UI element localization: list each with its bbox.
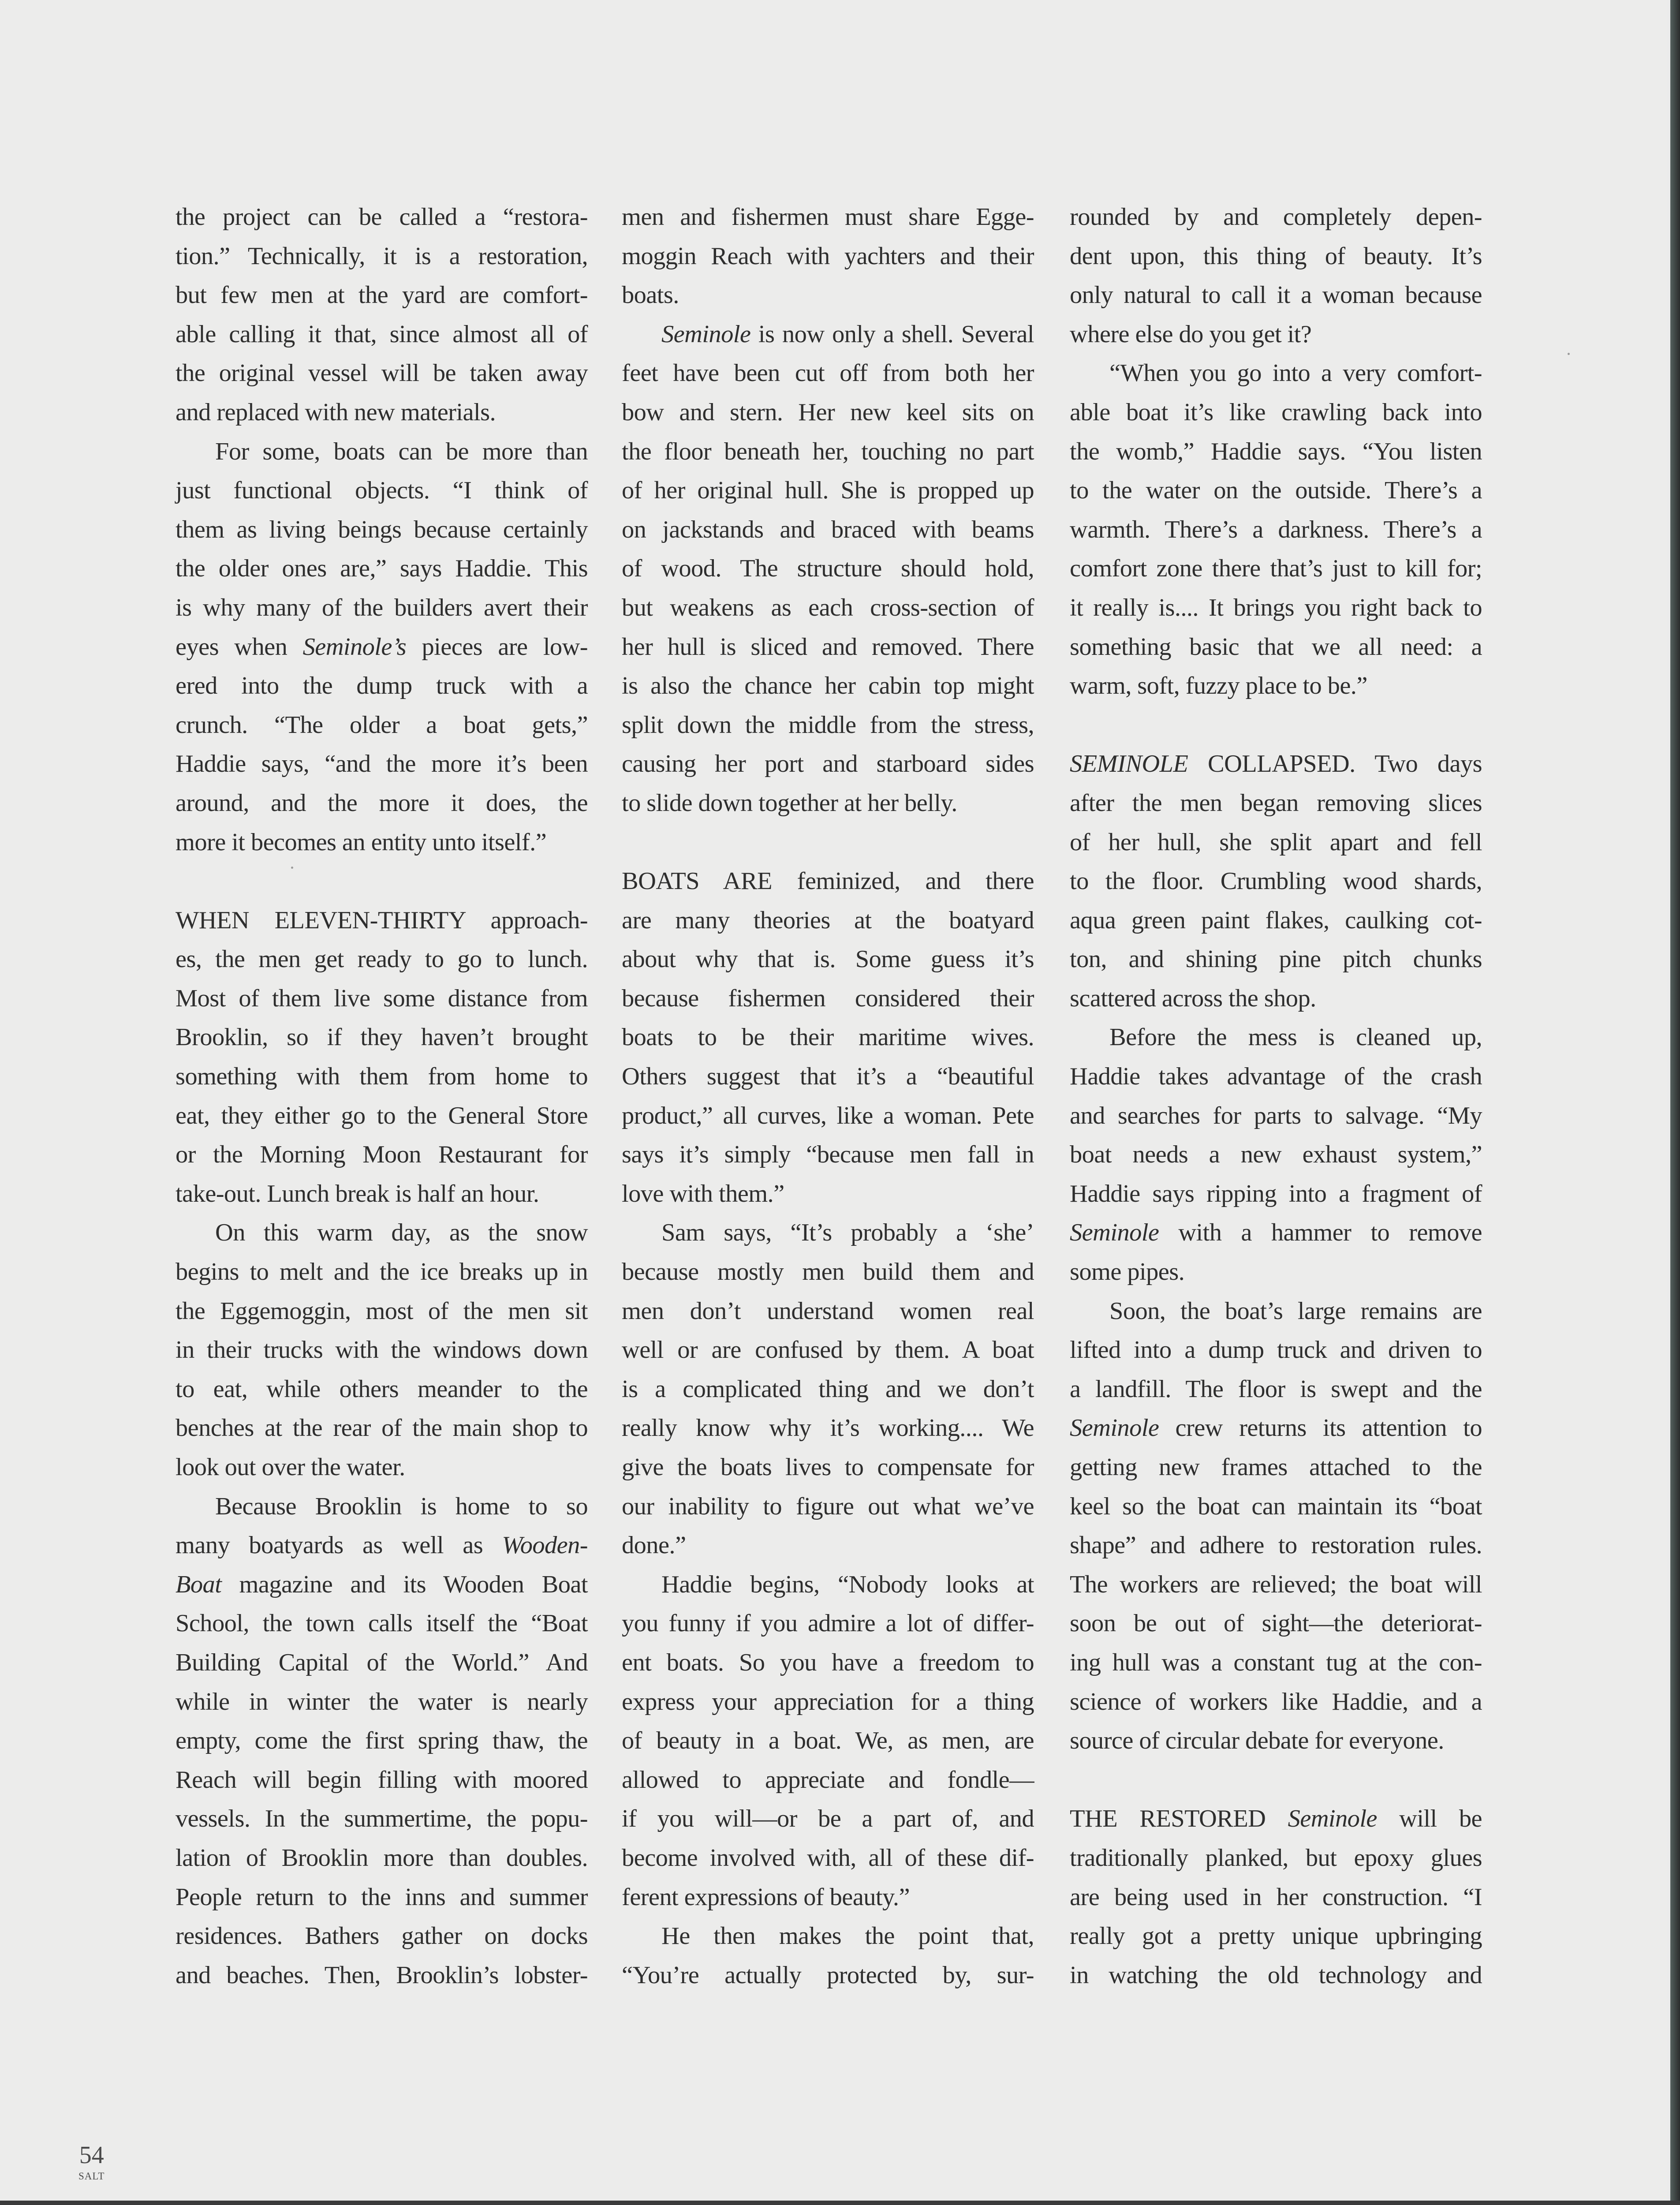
text-line: moggin Reach with yachters and their xyxy=(622,242,1034,270)
text-line: warm, soft, fuzzy place to be.” xyxy=(1070,672,1367,700)
text-line: feet have been cut off from both her xyxy=(622,359,1034,387)
text-line: For some, boats can be more than xyxy=(215,437,588,465)
text-line: some pipes. xyxy=(1070,1258,1185,1286)
text-line: BOATS ARE feminized, and there xyxy=(622,867,1034,895)
paper-speck xyxy=(1568,353,1570,355)
text-line: dent upon, this thing of beauty. It’s xyxy=(1070,242,1482,270)
italic-title: SEMINOLE xyxy=(1070,750,1188,778)
text-line: to eat, while others meander to the xyxy=(175,1375,588,1403)
text-line: ered into the dump truck with a xyxy=(175,672,588,700)
text-line: keel so the boat can maintain its “boat xyxy=(1070,1492,1482,1520)
text-line: On this warm day, as the snow xyxy=(215,1219,588,1247)
text-line: and searches for parts to salvage. “My xyxy=(1070,1102,1482,1129)
text-line: because mostly men build them and xyxy=(622,1258,1034,1286)
italic-title: Seminole’s xyxy=(302,633,407,661)
text-line: or the Morning Moon Restaurant for xyxy=(175,1141,588,1169)
text-line: Most of them live some distance from xyxy=(175,984,588,1012)
text-line: boats. xyxy=(622,281,679,309)
text-line: of her hull, she split apart and fell xyxy=(1070,828,1482,856)
text-line: Haddie says ripping into a fragment of xyxy=(1070,1180,1482,1207)
text-line: rounded by and completely depen- xyxy=(1070,203,1482,231)
paper-speck xyxy=(291,867,293,869)
text-line: to the floor. Crumbling wood shards, xyxy=(1070,867,1482,895)
folio xyxy=(78,2141,105,2183)
text-line: the Eggemoggin, most of the men sit xyxy=(175,1297,588,1325)
text-line: really know why it’s working.... We xyxy=(622,1414,1034,1442)
text-line: become involved with, all of these dif- xyxy=(622,1844,1034,1872)
text-line: boat needs a new exhaust system,” xyxy=(1070,1141,1482,1169)
text-line xyxy=(175,1526,588,1565)
text-line xyxy=(1070,744,1482,784)
text-line: empty, come the first spring thaw, the xyxy=(175,1727,588,1755)
text-line: tion.” Technically, it is a restoration, xyxy=(175,242,588,270)
text-line: Haddie takes advantage of the crash xyxy=(1070,1063,1482,1091)
page-bottom-edge xyxy=(0,2201,1680,2205)
text-run: eyes when xyxy=(175,633,303,661)
text-line: love with them.” xyxy=(622,1180,784,1207)
text-line: split down the middle from the stress, xyxy=(622,711,1034,739)
text-line: eat, they either go to the General Store xyxy=(175,1102,588,1129)
text-run: THE RESTORED xyxy=(1070,1805,1288,1833)
text-line: to the water on the outside. There’s a xyxy=(1070,477,1482,505)
text-line: Brooklin, so if they haven’t brought xyxy=(175,1024,588,1051)
text-line: the floor beneath her, touching no part xyxy=(622,437,1034,465)
text-line: bow and stern. Her new keel sits on xyxy=(622,398,1034,426)
text-line: crunch. “The older a boat gets,” xyxy=(175,711,588,739)
text-line xyxy=(1070,1799,1482,1839)
text-line: express your appreciation for a thing xyxy=(622,1688,1034,1715)
text-line: ferent expressions of beauty.” xyxy=(622,1883,910,1911)
text-line xyxy=(175,1565,588,1604)
text-line: the womb,” Haddie says. “You listen xyxy=(1070,437,1482,465)
page-binding-edge xyxy=(1670,0,1680,2205)
text-line: allowed to appreciate and fondle— xyxy=(622,1766,1034,1794)
text-line: to slide down together at her belly. xyxy=(622,789,957,817)
text-line: men and fishermen must share Egge- xyxy=(622,203,1034,231)
italic-title: Seminole xyxy=(661,320,751,348)
italic-title: Seminole xyxy=(1070,1414,1159,1442)
text-line: you funny if you admire a lot of differ- xyxy=(622,1610,1034,1637)
text-line: something with them from home to xyxy=(175,1063,588,1091)
italic-title: Seminole xyxy=(1288,1805,1377,1833)
text-line: something basic that we all need: a xyxy=(1070,633,1482,661)
italic-title: Seminole xyxy=(1070,1219,1159,1247)
text-line: give the boats lives to compensate for xyxy=(622,1454,1034,1481)
text-line: but weakens as each cross-section of xyxy=(622,594,1034,621)
text-line: Sam says, “It’s probably a ‘she’ xyxy=(661,1219,1034,1247)
text-line: are many theories at the boatyard xyxy=(622,906,1034,934)
text-run: with a hammer to remove xyxy=(1159,1219,1482,1247)
text-line: Haddie says, “and the more it’s been xyxy=(175,750,588,778)
text-run: is now only a shell. Several xyxy=(750,320,1034,348)
text-line xyxy=(1070,1409,1482,1448)
text-run: many boatyards as well as xyxy=(175,1532,502,1559)
text-line: science of workers like Haddie, and a xyxy=(1070,1688,1482,1715)
text-line: source of circular debate for everyone. xyxy=(1070,1727,1444,1755)
text-line: says it’s simply “because men fall in xyxy=(622,1141,1034,1169)
text-line: causing her port and starboard sides xyxy=(622,750,1034,778)
text-line: while in winter the water is nearly xyxy=(175,1688,588,1715)
text-line: only natural to call it a woman because xyxy=(1070,281,1482,309)
text-line: lation of Brooklin more than doubles. xyxy=(175,1844,588,1872)
text-line: where else do you get it? xyxy=(1070,320,1312,348)
text-line: around, and the more it does, the xyxy=(175,789,588,817)
text-line: and beaches. Then, Brooklin’s lobster- xyxy=(175,1961,588,1989)
text-line: take-out. Lunch break is half an hour. xyxy=(175,1180,539,1207)
text-line: able boat it’s like crawling back into xyxy=(1070,398,1482,426)
text-line: a landfill. The floor is swept and the xyxy=(1070,1375,1482,1403)
text-line: her hull is sliced and removed. There xyxy=(622,633,1034,661)
text-line: The workers are relieved; the boat will xyxy=(1070,1570,1482,1598)
text-line: about why that is. Some guess it’s xyxy=(622,946,1034,973)
text-line: aqua green paint flakes, caulking cot- xyxy=(1070,906,1482,934)
text-line: Reach will begin filling with moored xyxy=(175,1766,588,1794)
text-line: School, the town calls itself the “Boat xyxy=(175,1610,588,1637)
text-line: lifted into a dump truck and driven to xyxy=(1070,1336,1482,1364)
text-line: are being used in her construction. “I xyxy=(1070,1883,1482,1911)
text-line: men don’t understand women real xyxy=(622,1297,1034,1325)
text-line: our inability to figure out what we’ve xyxy=(622,1492,1034,1520)
text-line: because fishermen considered their xyxy=(622,984,1034,1012)
text-run: will be xyxy=(1377,1805,1482,1833)
text-line: in watching the old technology and xyxy=(1070,1961,1482,1989)
text-line: vessels. In the summertime, the popu- xyxy=(175,1805,588,1833)
text-line: just functional objects. “I think of xyxy=(175,477,588,505)
text-line: “When you go into a very comfort- xyxy=(1109,359,1482,387)
text-line: look out over the water. xyxy=(175,1454,405,1481)
text-line: of wood. The structure should hold, xyxy=(622,555,1034,583)
text-line: is also the chance her cabin top might xyxy=(622,672,1034,700)
text-line: product,” all curves, like a woman. Pete xyxy=(622,1102,1034,1129)
italic-title: Wooden- xyxy=(502,1532,588,1559)
text-line xyxy=(175,628,588,667)
article-column-3 xyxy=(1070,198,1482,1995)
text-line: “You’re actually protected by, sur- xyxy=(622,1961,1034,1989)
text-line xyxy=(1070,1213,1482,1252)
text-line: on jackstands and braced with beams xyxy=(622,516,1034,543)
magazine-name: SALT xyxy=(78,2171,105,2182)
text-line: getting new frames attached to the xyxy=(1070,1454,1482,1481)
text-line: but few men at the yard are comfort- xyxy=(175,281,588,309)
text-line: shape” and adhere to restoration rules. xyxy=(1070,1532,1482,1559)
article-column-1 xyxy=(175,198,588,1995)
text-line: is why many of the builders avert their xyxy=(175,594,588,621)
text-line: begins to melt and the ice breaks up in xyxy=(175,1258,588,1286)
text-line: of beauty in a boat. We, as men, are xyxy=(622,1727,1034,1755)
text-line: ent boats. So you have a freedom to xyxy=(622,1648,1034,1676)
text-line: Haddie begins, “Nobody looks at xyxy=(661,1570,1034,1598)
text-line: ton, and shining pine pitch chunks xyxy=(1070,946,1482,973)
text-line: is a complicated thing and we don’t xyxy=(622,1375,1034,1403)
text-line: more it becomes an entity unto itself.” xyxy=(175,828,547,856)
text-line: Soon, the boat’s large remains are xyxy=(1109,1297,1482,1325)
text-line: residences. Bathers gather on docks xyxy=(175,1922,588,1950)
text-run: pieces are low- xyxy=(406,633,588,661)
text-line: es, the men get ready to go to lunch. xyxy=(175,946,588,973)
text-line: done.” xyxy=(622,1532,686,1559)
text-line: them as living beings because certainly xyxy=(175,516,588,543)
text-line: comfort zone there that’s just to kill for; xyxy=(1070,555,1482,583)
text-line: scattered across the shop. xyxy=(1070,984,1316,1012)
page-number: 54 xyxy=(79,2141,104,2169)
text-line: of her original hull. She is propped up xyxy=(622,477,1034,505)
text-run: magazine and its Wooden Boat xyxy=(221,1570,588,1598)
text-line: and replaced with new materials. xyxy=(175,398,496,426)
text-line: able calling it that, since almost all of xyxy=(175,320,588,348)
text-line: after the men began removing slices xyxy=(1070,789,1482,817)
text-line: Before the mess is cleaned up, xyxy=(1109,1024,1482,1051)
text-line: Others suggest that it’s a “beautiful xyxy=(622,1063,1034,1091)
article-column-2 xyxy=(622,198,1034,1995)
text-line: the older ones are,” says Haddie. This xyxy=(175,555,588,583)
text-line: ing hull was a constant tug at the con- xyxy=(1070,1648,1482,1676)
italic-title: Boat xyxy=(175,1570,222,1598)
text-line: People return to the inns and summer xyxy=(175,1883,588,1911)
text-line: soon be out of sight—the deteriorat- xyxy=(1070,1610,1482,1637)
text-line: really got a pretty unique upbringing xyxy=(1070,1922,1482,1950)
text-line: the project can be called a “restora- xyxy=(175,203,588,231)
text-line: it really is.... It brings you right back to xyxy=(1070,594,1482,621)
text-line: the original vessel will be taken away xyxy=(175,359,588,387)
text-line: traditionally planked, but epoxy glues xyxy=(1070,1844,1482,1872)
text-line: Building Capital of the World.” And xyxy=(175,1648,588,1676)
text-line: if you will—or be a part of, and xyxy=(622,1805,1034,1833)
text-line: warmth. There’s a darkness. There’s a xyxy=(1070,516,1482,543)
text-line: WHEN ELEVEN-THIRTY approach- xyxy=(175,906,588,934)
text-line: boats to be their maritime wives. xyxy=(622,1024,1034,1051)
text-run: crew returns its attention to xyxy=(1159,1414,1482,1442)
text-line: benches at the rear of the main shop to xyxy=(175,1414,588,1442)
text-line: Because Brooklin is home to so xyxy=(215,1492,588,1520)
text-line: He then makes the point that, xyxy=(661,1922,1034,1950)
text-line: in their trucks with the windows down xyxy=(175,1336,588,1364)
text-line: well or are confused by them. A boat xyxy=(622,1336,1034,1364)
text-line xyxy=(622,315,1034,354)
text-run: COLLAPSED. Two days xyxy=(1188,750,1482,778)
